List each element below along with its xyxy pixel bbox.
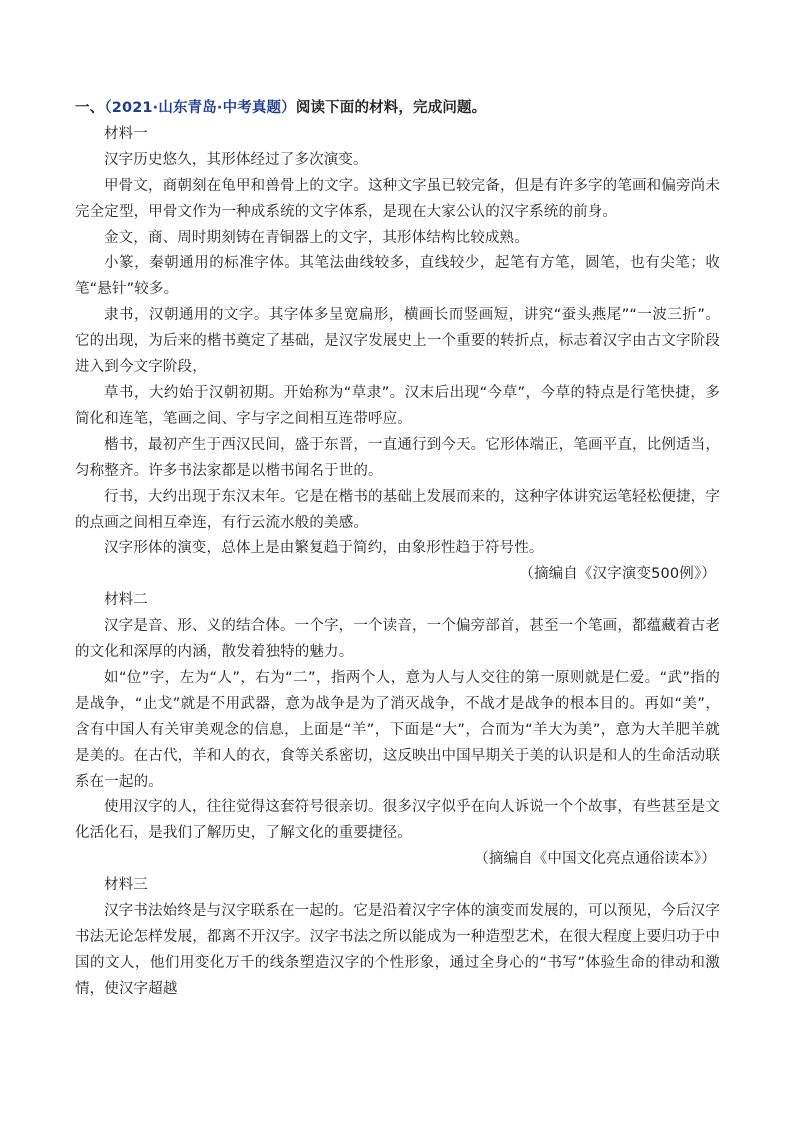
material-3-label: 材料三 xyxy=(104,877,148,894)
material-1-paragraph: 草书，大约始于汉朝初期。开始称为“草隶”。汉末后出现“今草”，今草的特点是行笔快捷，多简化和连笔，笔画之间、字与字之间相互连带呼应。 xyxy=(75,384,720,427)
material-1-paragraph: 小篆，秦朝通用的标准字体。其笔法曲线较多，直线较少，起笔有方笔，圆笔，也有尖笔；收笔“悬针”较多。 xyxy=(75,255,720,298)
material-2-paragraph: 如“位”字，左为“人”，右为“二”，指两个人，意为人与人交往的第一原则就是仁爱。“武”指的是战争，“止戈”就是不用武器，意为战争是为了消灭战争，不战才是战争的根本目的。再如“美”，含有中国人有关审美观念的信息，上面是“羊”，下面是“大”，合而为“羊大为美”，意为大羊肥羊就是美的。在古代，羊和人的衣，食等关系密切，这反映出中国早期关于美的认识是和人的生命活动联系在一起的。 xyxy=(75,669,720,790)
document-page xyxy=(75,96,720,1003)
material-2-label: 材料二 xyxy=(104,592,148,609)
material-1-citation: （摘编自《汉字演变500例》） xyxy=(519,566,716,583)
material-1-paragraph: 行书，大约出现于东汉末年。它是在楷书的基础上发展而来的，这种字体讲究运笔轻松便捷，字的点画之间相互牵连，有行云流水般的美感。 xyxy=(75,488,720,531)
material-2-paragraph: 使用汉字的人，往往觉得这套符号很亲切。很多汉字似乎在向人诉说一个个故事，有些甚至是文化活化石，是我们了解历史，了解文化的重要捷径。 xyxy=(75,799,720,842)
material-1-paragraph: 汉字形体的演变，总体上是由繁复趋于简约，由象形性趋于符号性。 xyxy=(104,540,544,557)
material-1-paragraph: 汉字历史悠久，其形体经过了多次演变。 xyxy=(104,151,368,168)
material-1-paragraph: 甲骨文，商朝刻在龟甲和兽骨上的文字。这种文字虽已较完备，但是有许多字的笔画和偏旁尚未完全定型，甲骨文作为一种成系统的文字体系，是现在大家公认的汉字系统的前身。 xyxy=(75,177,720,220)
material-1-paragraph: 隶书，汉朝通用的文字。其字体多呈宽扁形，横画长而竖画短，讲究“蚕头燕尾”“一波三折”。它的出现，为后来的楷书奠定了基础，是汉字发展史上一个重要的转折点，标志着汉字由古文字阶段进入到今文字阶段， xyxy=(75,307,720,376)
material-2-citation: （摘编自《中国文化亮点通俗读本》） xyxy=(474,851,716,868)
question-instruction: 阅读下面的材料，完成问题。 xyxy=(295,100,487,116)
material-1-paragraph: 楷书，最初产生于西汉民间，盛于东晋，一直通行到今天。它形体端正，笔画平直，比例适当，匀称整齐。许多书法家都是以楷书闻名于世的。 xyxy=(75,436,720,479)
material-3-paragraph: 汉字书法始终是与汉字联系在一起的。它是沿着汉字字体的演变而发展的，可以预见，今后汉字书法无论怎样发展，都离不开汉字。汉字书法之所以能成为一种造型艺术，在很大程度上要归功于中国的文人，他们用变化万千的线条塑造汉字的个性形象，通过全身心的“书写”体验生命的律动和激情，使汉字超越 xyxy=(75,903,720,997)
question-source: （2021·山东青岛·中考真题） xyxy=(104,100,296,116)
material-1-label: 材料一 xyxy=(104,125,148,142)
material-2-paragraph: 汉字是音、形、义的结合体。一个字，一个读音，一个偏旁部首，甚至一个笔画，都蕴藏着古老的文化和深厚的内涵，散发着独特的魅力。 xyxy=(75,618,720,661)
question-number: 一、 xyxy=(75,100,105,116)
question-heading xyxy=(75,96,720,122)
material-1-paragraph: 金文，商、周时期刻铸在青铜器上的文字，其形体结构比较成熟。 xyxy=(104,229,529,246)
